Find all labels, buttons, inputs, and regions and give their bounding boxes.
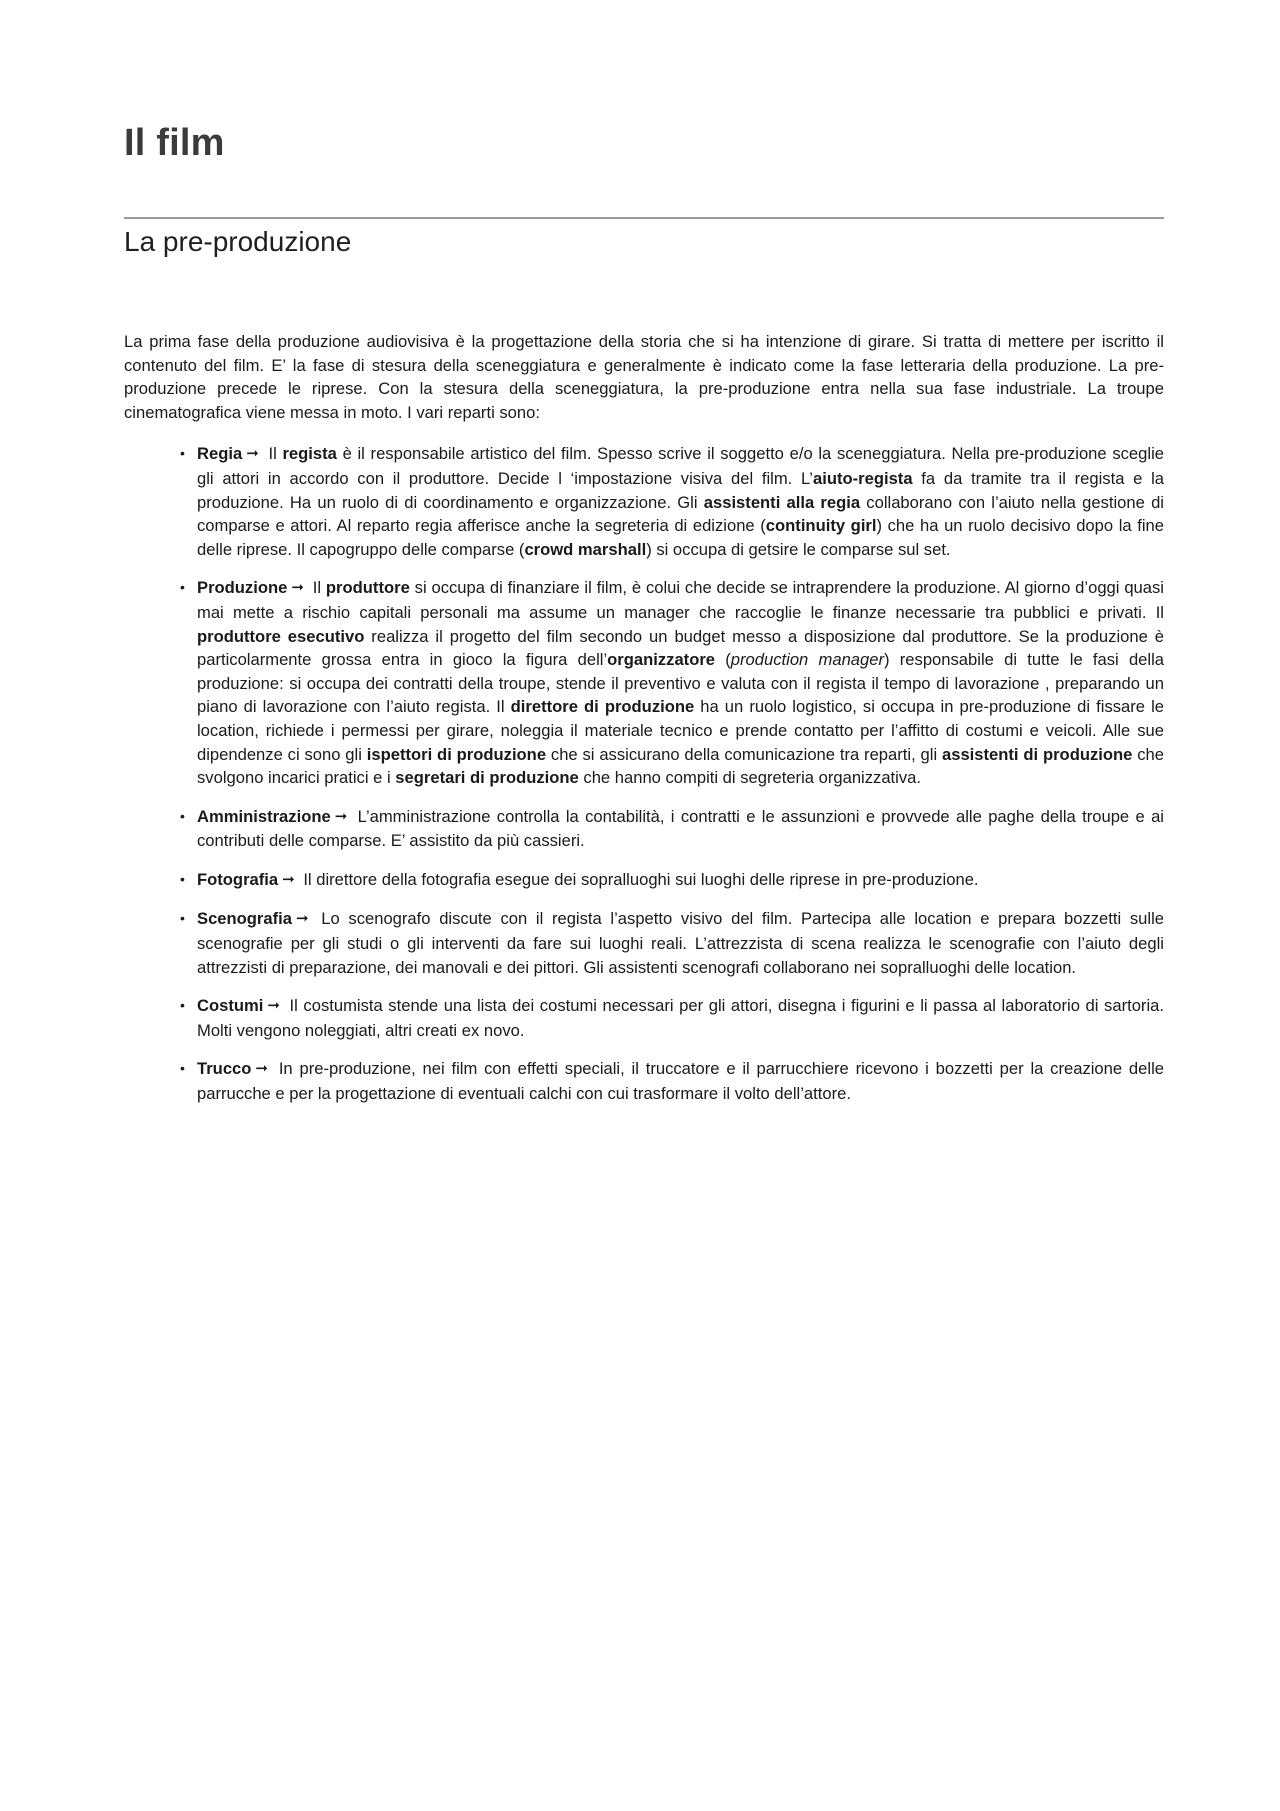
intro-paragraph: La prima fase della produzione audiovisiva è la progettazione della storia che si ha intenzione di girare. Si tratta di mettere per iscritto il contenuto del film. E’ la fase di stesura della sceneggiatura e generalmente è indicato come la fase letteraria della produzione. La pre-produzione precede le riprese. Con la stesura della sceneggiatura, la pre-produzione entra nella sua fase industriale. La troupe cinematografica viene messa in moto. I vari reparti sono: <box>124 332 1164 422</box>
list-item <box>180 805 1164 853</box>
bullet-icon: • <box>180 997 185 1014</box>
bullet-icon: • <box>180 445 185 462</box>
list-item <box>180 576 1165 789</box>
description-text: ha un ruolo logistico, si occupa in pre-produzione di fissare le location, richiede i permessi per girare, noleggia il materiale tecnico e prende contatto per l’affitto di costumi e veicoli. Alle sue dipendenze ci sono gli <box>197 697 1165 764</box>
page-title: Il film <box>124 122 225 164</box>
description-text: Il <box>262 444 283 464</box>
bold-term: continuity girl <box>765 516 877 536</box>
arrow-right-icon: ➞ <box>291 579 304 597</box>
arrow-right-icon: ➞ <box>296 910 309 928</box>
description-text: ( <box>715 650 731 670</box>
italic-term: production manager <box>730 650 885 670</box>
arrow-right-icon: ➞ <box>334 807 348 825</box>
bold-term: direttore di produzione <box>510 697 695 717</box>
bold-term: produttore esecutivo <box>197 626 365 646</box>
bullet-icon: • <box>180 807 185 824</box>
description-text: In pre-produzione, nei film con effetti speciali, il truccatore e il parrucchiere ricevono i bozzetti per la creazione delle parrucche e per la progettazione di eventuali calchi con cui trasformare il volto dell’attore. <box>197 1059 1164 1104</box>
arrow-right-icon: ➞ <box>282 870 295 888</box>
description-text: fa da tramite tra il regista e la produzione. Ha un ruolo di di coordinamento e organizzazione. Gli <box>197 468 1164 512</box>
bullet-icon: • <box>180 579 185 596</box>
bold-term: assistenti di produzione <box>941 744 1133 764</box>
description-text: è il responsabile artistico del film. Spesso scrive il soggetto e/o la sceneggiatura. Nella pre-produzione sceglie gli attori in accordo con il produttore. Decide l ‘impostazione visiva del film. L’ <box>197 444 1164 488</box>
bold-term: crowd marshall <box>524 539 647 559</box>
bold-term: ispettori di produzione <box>366 744 547 764</box>
bold-term: segretari di produzione <box>395 768 579 788</box>
description-text: collaborano con l’aiuto nella gestione di comparse e attori. Al reparto regia afferisce anche la segreteria di edizione ( <box>197 492 1164 536</box>
bullet-icon: • <box>180 870 185 887</box>
description-text: si occupa di finanziare il film, è colui che decide se intraprendere la produzione. Al giorno d’oggi quasi mai mette a rischio capitali personali ma assume un manager che raccoglie le finanze necessarie tra pubblici e privati. Il <box>197 578 1164 622</box>
arrow-right-icon: ➞ <box>255 1060 268 1078</box>
arrow-right-icon: ➞ <box>267 997 280 1015</box>
bold-term: organizzatore <box>607 650 716 670</box>
description-text: Lo scenografo discute con il regista l’aspetto visivo del film. Partecipa alle location e prepara bozzetti sulle scenografie per gli studi o gli interventi da fare sui luoghi reali. L’attrezzista di scena realizza le scenografie con l’aiuto degli attrezzisti di preparazione, dei manovali e dei pittori. Gli assistenti scenografi collaborano nei sopralluoghi delle location. <box>197 909 1164 977</box>
description-text: che si assicurano della comunicazione tra reparti, gli <box>546 744 942 764</box>
bold-term: aiuto-regista <box>812 468 913 488</box>
department-label: Amministrazione <box>197 806 331 826</box>
department-label: Produzione <box>197 578 288 598</box>
bullet-icon: • <box>180 1060 185 1077</box>
bullet-icon: • <box>180 910 185 927</box>
department-label: Regia <box>197 444 243 464</box>
list-item <box>180 907 1164 979</box>
description-text: ) si occupa di getsire le comparse sul set. <box>646 539 951 559</box>
description-text: ) che ha un ruolo decisivo dopo la fine delle riprese. Il capogruppo delle comparse ( <box>197 516 1164 559</box>
bold-term: produttore <box>325 578 410 598</box>
description-text: ) responsabile di tutte le fasi della produzione: si occupa dei contratti della troupe, stende il preventivo e valuta con il regista il tempo di lavorazione , preparando un piano di lavorazione con l’aiuto regista. Il <box>197 650 1165 717</box>
department-list <box>124 442 1164 1105</box>
description-text: che hanno compiti di segreteria organizzativa. <box>578 768 921 788</box>
department-label: Fotografia <box>197 869 279 889</box>
section-heading: La pre-produzione <box>124 226 352 257</box>
description-text: Il costumista stende una lista dei costumi necessari per gli attori, disegna i figurini e li passa al laboratorio di sartoria. Molti vengono noleggiati, altri creati ex novo. <box>197 996 1164 1040</box>
department-label: Costumi <box>197 996 264 1016</box>
bold-term: regista <box>282 444 337 464</box>
body-text <box>124 330 1164 1121</box>
description-text: Il <box>307 578 326 598</box>
description-text: che svolgono incarici pratici e i <box>197 744 1164 788</box>
description-text: L’amministrazione controlla la contabilità, i contratti e le assunzioni e provvede alle paghe della troupe e ai contributi delle comparse. E’ assistito da più cassieri. <box>197 806 1164 851</box>
list-item <box>180 868 1164 893</box>
description-text: realizza il progetto del film secondo un budget messo a disposizione dal produttore. Se la produzione è particolarmente grossa entra in gioco la figura dell’ <box>197 626 1164 670</box>
list-item <box>180 994 1164 1042</box>
list-item <box>180 442 1164 561</box>
title-divider <box>124 217 1164 219</box>
description-text: Il direttore della fotografia esegue dei sopralluoghi sui luoghi delle riprese in pre-produzione. <box>298 869 979 889</box>
bold-term: assistenti alla regia <box>703 492 861 512</box>
list-item <box>180 1057 1164 1105</box>
department-label: Scenografia <box>197 909 292 929</box>
arrow-right-icon: ➞ <box>246 445 259 463</box>
department-label: Trucco <box>197 1059 252 1079</box>
